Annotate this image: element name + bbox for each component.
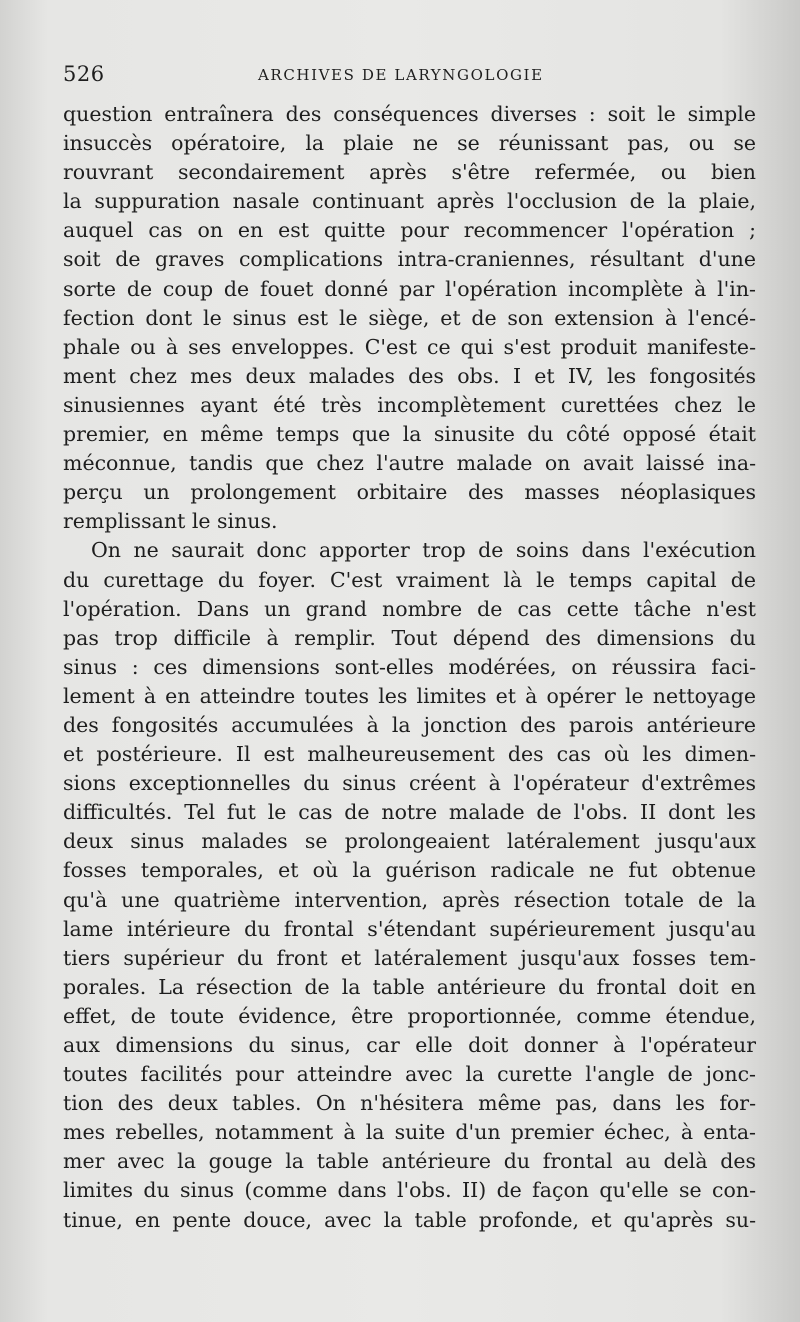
text-line: question entraînera des conséquences diverses : soit le simple <box>63 102 756 126</box>
text-line: aux dimensions du sinus, car elle doit donner à l'opérateur <box>63 1033 756 1057</box>
text-line: phale ou à ses enveloppes. C'est ce qui s'est produit manifeste- <box>63 334 756 359</box>
text-line: fection dont le sinus est le siège, et de son extension à l'encé- <box>63 305 756 330</box>
text-line: ment chez mes deux malades des obs. I et IV, les fongosités <box>63 363 756 388</box>
text-line: fosses temporales, et où la guérison radicale ne fut obtenue <box>63 858 756 883</box>
text-line: et postérieure. Il est malheureusement des cas où les dimen- <box>63 742 756 767</box>
text-line: lement à en atteindre toutes les limites et à opérer le nettoyage <box>63 683 756 708</box>
text-line: lame intérieure du frontal s'étendant supérieurement jusqu'au <box>63 916 756 941</box>
text-line: limites du sinus (comme dans l'obs. II) de façon qu'elle se con- <box>63 1178 756 1203</box>
text-line: sinus : ces dimensions sont-elles modérées, on réussira faci- <box>63 654 756 679</box>
text-line: remplissant le sinus. <box>63 509 278 534</box>
text-line: porales. La résection de la table antérieure du frontal doit en <box>63 974 756 999</box>
text-line: mes rebelles, notamment à la suite d'un premier échec, à enta- <box>63 1120 756 1145</box>
text-line: soit de graves complications intra-craniennes, résultant d'une <box>63 247 756 272</box>
page-header <box>63 58 760 92</box>
text-line: On ne saurait donc apporter trop de soins dans l'exécution <box>91 538 756 563</box>
body-text <box>63 100 756 1235</box>
text-line: effet, de toute évidence, être proportionnée, comme étendue, <box>63 1003 756 1028</box>
text-line: pas trop difficile à remplir. Tout dépend des dimensions du <box>63 625 756 650</box>
text-line: toutes facilités pour atteindre avec la curette l'angle de jonc- <box>63 1062 756 1087</box>
text-line: mer avec la gouge la table antérieure du frontal au delà des <box>63 1149 756 1174</box>
text-line: qu'à une quatrième intervention, après résection totale de la <box>63 887 756 912</box>
text-line: rouvrant secondairement après s'être refermée, ou bien <box>63 160 756 185</box>
text-line: perçu un prolongement orbitaire des masses néoplasiques <box>63 480 756 505</box>
text-line: la suppuration nasale continuant après l'occlusion de la plaie, <box>63 189 756 214</box>
text-line: tion des deux tables. On n'hésitera même pas, dans les for- <box>63 1091 756 1116</box>
running-title: ARCHIVES DE LARYNGOLOGIE <box>258 66 544 84</box>
text-line: auquel cas on en est quitte pour recommencer l'opération ; <box>63 218 756 243</box>
text-line: tinue, en pente douce, avec la table profonde, et qu'après su- <box>63 1207 756 1232</box>
text-line: des fongosités accumulées à la jonction des parois antérieure <box>63 712 756 737</box>
text-line: méconnue, tandis que chez l'autre malade on avait laissé ina- <box>63 451 756 476</box>
text-line: sinusiennes ayant été très incomplètement curettées chez le <box>63 392 756 417</box>
text-line: difficultés. Tel fut le cas de notre malade de l'obs. II dont les <box>63 800 756 825</box>
text-line: du curettage du foyer. C'est vraiment là le temps capital de <box>63 567 756 592</box>
text-line: tiers supérieur du front et latéralement jusqu'aux fosses tem- <box>63 945 756 970</box>
text-line: premier, en même temps que la sinusite du côté opposé était <box>63 422 756 447</box>
text-line: deux sinus malades se prolongeaient latéralement jusqu'aux <box>63 829 756 854</box>
text-line: insuccès opératoire, la plaie ne se réunissant pas, ou se <box>63 131 756 156</box>
text-line: l'opération. Dans un grand nombre de cas cette tâche n'est <box>63 596 756 621</box>
text-line: sorte de coup de fouet donné par l'opération incomplète à l'in- <box>63 276 756 301</box>
text-line: sions exceptionnelles du sinus créent à l'opérateur d'extrêmes <box>63 771 756 796</box>
page-number: 526 <box>63 62 105 86</box>
